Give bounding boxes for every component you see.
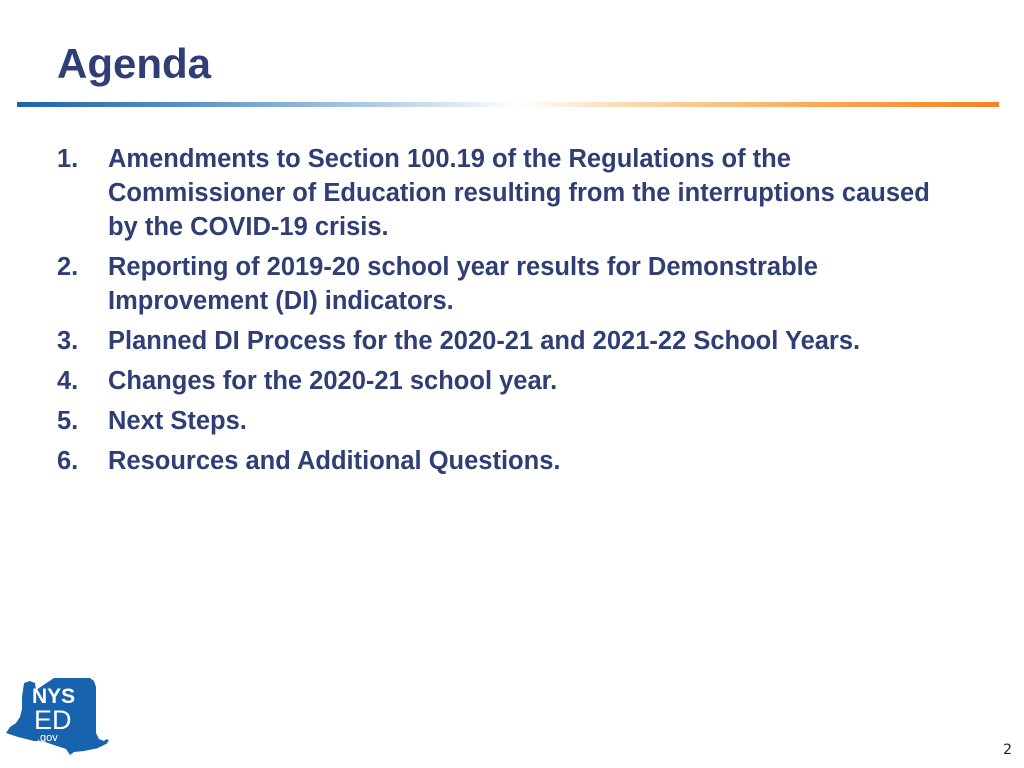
agenda-item-number: 2.	[57, 253, 79, 281]
agenda-item-number: 5.	[57, 407, 79, 435]
agenda-item-text: Amendments to Section 100.19 of the Regulations of the Commissioner of Education resulting from the interruptions caused by the COVID-19 crisis.	[108, 145, 930, 241]
agenda-item-text: Resources and Additional Questions.	[108, 447, 561, 475]
agenda-item-text: Reporting of 2019-20 school year results for Demonstrable Improvement (DI) indicators.	[108, 253, 818, 315]
agenda-item	[57, 404, 957, 438]
title-divider	[17, 102, 999, 107]
logo-text-ed: ED	[34, 705, 72, 735]
agenda-item	[57, 142, 957, 244]
agenda-item	[57, 444, 957, 478]
logo-text-gov: .gov	[37, 732, 58, 744]
nysed-logo	[4, 675, 110, 755]
agenda-item-number: 3.	[57, 327, 79, 355]
agenda-item-number: 4.	[57, 367, 79, 395]
slide-title: Agenda	[57, 40, 212, 87]
agenda-item	[57, 364, 957, 398]
agenda-item-text: Changes for the 2020-21 school year.	[108, 367, 558, 395]
agenda-item	[57, 250, 957, 318]
logo-text-nys: NYS	[32, 685, 76, 708]
agenda-item-number: 1.	[57, 145, 79, 173]
agenda-item	[57, 324, 957, 358]
agenda-list	[57, 142, 957, 484]
page-number: 2	[1003, 742, 1012, 758]
agenda-item-number: 6.	[57, 447, 79, 475]
agenda-item-text: Planned DI Process for the 2020-21 and 2021-22 School Years.	[108, 327, 861, 355]
agenda-item-text: Next Steps.	[108, 407, 247, 435]
